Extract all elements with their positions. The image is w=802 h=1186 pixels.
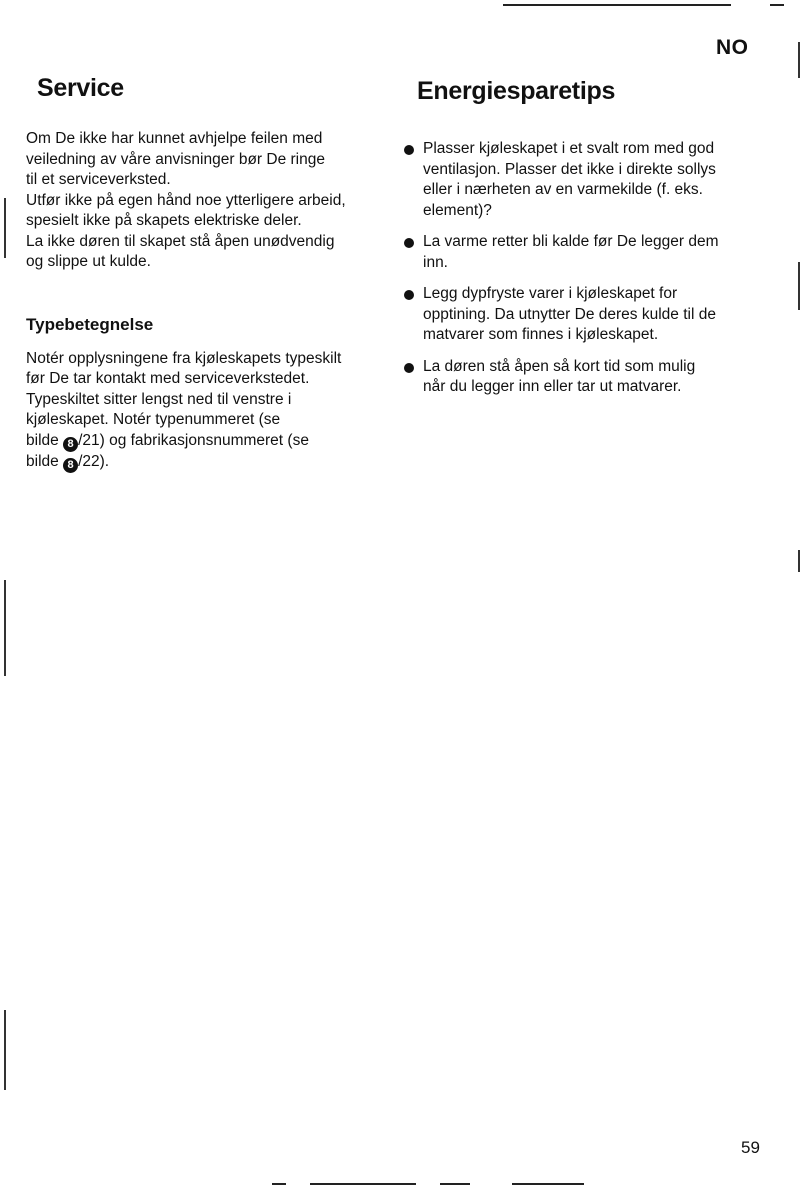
- bottom-rule: [512, 1183, 584, 1185]
- service-heading: Service: [37, 74, 124, 102]
- page-number: 59: [741, 1138, 760, 1157]
- text-line: Om De ikke har kunnet avhjelpe feilen med: [26, 130, 323, 147]
- typebetegnelse-text: [26, 349, 386, 473]
- figure-reference-line: [26, 431, 386, 452]
- list-item: [403, 232, 763, 273]
- top-rule-short: [770, 4, 784, 6]
- list-item: [403, 284, 763, 346]
- text-fragment: bilde: [26, 431, 64, 449]
- text-line: La varme retter bli kalde før De legger dem: [423, 233, 719, 250]
- left-column: [26, 72, 386, 473]
- right-edge-mark: [798, 550, 800, 572]
- list-item: [403, 139, 763, 221]
- text-line: kjøleskapet. Notér typenummeret (se: [26, 411, 281, 428]
- text-line: Utfør ikke på egen hånd noe ytterligere arbeid,: [26, 191, 346, 209]
- bottom-rule: [272, 1183, 286, 1185]
- text-line: matvarer som finnes i kjøleskapet.: [423, 326, 659, 343]
- text-line: La ikke døren til skapet stå åpen unødvendig: [26, 232, 335, 250]
- energy-tips-list: [403, 139, 763, 398]
- text-line: før De tar kontakt med serviceverkstedet.: [26, 370, 310, 387]
- left-edge-mark: [4, 1010, 6, 1090]
- text-line: La døren stå åpen så kort tid som mulig: [423, 357, 696, 375]
- list-item: [403, 357, 763, 398]
- text-fragment: bilde: [26, 452, 64, 470]
- energy-tips-heading: Energiesparetips: [417, 77, 616, 105]
- text-line: inn.: [423, 253, 448, 271]
- typebetegnelse-heading: Typebetegnelse: [26, 314, 154, 334]
- text-line: Legg dypfryste varer i kjøleskapet for: [423, 285, 678, 302]
- left-edge-mark: [4, 580, 6, 676]
- text-line: og slippe ut kulde.: [26, 253, 151, 270]
- bullet-icon: [404, 238, 414, 248]
- text-fragment: /22).: [78, 452, 110, 470]
- text-line: element)?: [423, 201, 492, 219]
- bullet-icon: [404, 290, 414, 300]
- figure-reference-line: [26, 452, 386, 473]
- service-text: [26, 129, 386, 273]
- text-line: til et serviceverksted.: [26, 171, 171, 188]
- right-edge-mark: [798, 262, 800, 310]
- bullet-icon: [404, 363, 414, 373]
- bottom-rule: [310, 1183, 416, 1185]
- language-tag: NO: [716, 36, 749, 59]
- top-rule: [503, 4, 731, 6]
- text-line: Notér opplysningene fra kjøleskapets typeskilt: [26, 349, 342, 367]
- bottom-rule: [440, 1183, 470, 1185]
- figure-number-badge: 8: [63, 437, 78, 452]
- text-fragment: /21) og fabrikasjonsnummeret (se: [78, 431, 309, 449]
- text-line: når du legger inn eller tar ut matvarer.: [423, 378, 682, 395]
- text-line: veiledning av våre anvisninger bør De ringe: [26, 150, 325, 168]
- text-line: opptining. Da utnytter De deres kulde til de: [423, 305, 716, 323]
- left-edge-mark: [4, 198, 6, 258]
- right-edge-mark: [798, 42, 800, 78]
- bullet-icon: [404, 145, 414, 155]
- figure-number-badge: 8: [63, 458, 78, 473]
- right-column: [403, 72, 763, 409]
- text-line: spesielt ikke på skapets elektriske deler.: [26, 212, 302, 229]
- text-line: Plasser kjøleskapet i et svalt rom med god: [423, 140, 715, 157]
- text-line: Typeskiltet sitter lengst ned til venstre i: [26, 390, 292, 408]
- text-line: eller i nærheten av en varmekilde (f. eks.: [423, 181, 703, 198]
- text-line: ventilasjon. Plasser det ikke i direkte sollys: [423, 160, 716, 178]
